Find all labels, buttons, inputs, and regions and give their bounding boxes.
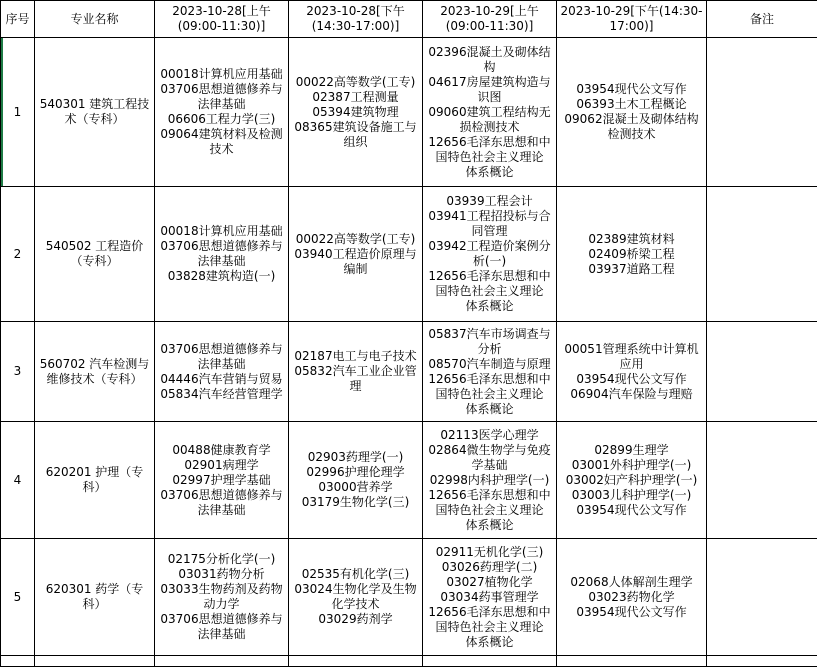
cell-line: 序号 [5,12,29,26]
cell-line: 08570汽车制造与原理 [425,357,554,372]
cell-line: 国特色社会主义理论 [425,284,554,299]
cell-line: 09062混凝土及砌体结构 [559,112,704,127]
cell-line: 05834汽车经营管理学 [157,387,286,402]
cell-line: 损检测技术 [425,120,554,135]
cell-line: 化学技术 [291,597,420,612]
cell-line: 02535有机化学(三) [291,567,420,582]
cell-line: 编制 [291,262,420,277]
cell-line: 法律基础 [157,627,286,642]
cell-line: 02864微生物学与免疫 [425,443,554,458]
cell-note[interactable] [707,322,817,422]
cell-line: 体系概论 [425,165,554,180]
cell-line: 03941工程招投标与合 [425,209,554,224]
cell-line: 4 [3,473,32,488]
cell-line: 02903药理学(一) [291,450,420,465]
cell-line: 12656毛泽东思想和中 [425,269,554,284]
cell-line: 05837汽车市场调查与 [425,327,554,342]
cell-line: 备注 [750,12,774,26]
cell-line: 学基础 [425,458,554,473]
cell-line: 02389建筑材料 [559,232,704,247]
header-row [1,1,817,38]
cell-note[interactable] [707,38,817,187]
cell-d28am[interactable] [155,187,289,322]
header-major[interactable] [35,1,155,38]
cell-line: 02996护理伦理学 [291,465,420,480]
cell-d29pm[interactable] [557,539,707,656]
cell-line: 体系概论 [425,518,554,533]
cell-d29pm[interactable] [557,38,707,187]
cell-major[interactable]: 620201 护理（专科） [35,422,155,539]
table-row [1,422,817,539]
table-row [1,539,817,656]
cell-line: 12656毛泽东思想和中 [425,605,554,620]
cell-line: 动力学 [157,597,286,612]
cell-line: 02899生理学 [559,443,704,458]
cell-major[interactable]: 620301 药学（专科） [35,539,155,656]
cell-line: 03706思想道德修养与 [157,82,286,97]
cell-line: 1 [3,105,32,120]
cell-line: 00018计算机应用基础 [157,67,286,82]
cell-line: 09060建筑工程结构无 [425,105,554,120]
cell-line: 03937道路工程 [559,262,704,277]
cell-line: 2023-10-29[下午(14:30- [560,4,702,18]
cell-line: 03003儿科护理学(一) [559,488,704,503]
table-row [1,38,817,187]
cell-line: 03954现代公文写作 [559,372,704,387]
cell-line: 09064建筑材料及检测 [157,127,286,142]
table-row [1,187,817,322]
cell-d28pm[interactable] [289,187,423,322]
cell-line: 03002妇产科护理学(一) [559,473,704,488]
cell-line: 03034药事管理学 [425,590,554,605]
cell-major[interactable]: 540502 工程造价（专科） [35,187,155,322]
cell-line: 国特色社会主义理论 [425,150,554,165]
cell-line: 02396混凝土及砌体结 [425,45,554,60]
cell-line: 检测技术 [559,127,704,142]
cell-line: 03706思想道德修养与 [157,342,286,357]
cell-d28pm[interactable] [289,322,423,422]
cell-line: 06393土木工程概论 [559,97,704,112]
cell-line: (09:00-11:30)] [446,19,534,33]
cell-line: 03031药物分析 [157,567,286,582]
cell-note[interactable] [707,422,817,539]
cell-line: 法律基础 [157,503,286,518]
cell-no[interactable] [1,187,35,322]
cell-no[interactable] [1,322,35,422]
cell-line: 组织 [291,135,420,150]
cell-line: 03954现代公文写作 [559,82,704,97]
cell-line: 12656毛泽东思想和中 [425,372,554,387]
cell-line: 2023-10-29[上午 [440,4,538,18]
cell-line: 03026药理学(二) [425,560,554,575]
cell-line: 体系概论 [425,402,554,417]
cell-line: 03828建筑构造(一) [157,269,286,284]
cell-line: 03939工程会计 [425,194,554,209]
cell-line: 体系概论 [425,635,554,650]
cell-line: 国特色社会主义理论 [425,620,554,635]
cell-line: 技术 [157,142,286,157]
cell-line: 02068人体解剖生理学 [559,575,704,590]
cell-line: 03954现代公文写作 [559,503,704,518]
cell-line: 17:00)] [610,19,654,33]
header-d29pm[interactable] [557,1,707,38]
cell-line: 03023药物化学 [559,590,704,605]
cell-line: 00488健康教育学 [157,443,286,458]
cell-line: 5 [3,590,32,605]
cell-d28pm[interactable] [289,38,423,187]
cell-line: 02911无机化学(三) [425,545,554,560]
cell-line: 2023-10-28[下午 [306,4,404,18]
header-note[interactable] [707,1,817,38]
header-d28pm[interactable] [289,1,423,38]
cell-line: 00022高等数学(工专) [291,75,420,90]
cell-line: 03001外科护理学(一) [559,458,704,473]
cell-d29am[interactable] [423,322,557,422]
cell-line: 03024生物化学及生物 [291,582,420,597]
cell-d28am[interactable] [155,539,289,656]
cell-line: 分析 [425,342,554,357]
header-no[interactable] [1,1,35,38]
cell-d28am[interactable] [155,38,289,187]
cell-line: 04446汽车营销与贸易 [157,372,286,387]
cell-major[interactable]: 540301 建筑工程技术（专科） [35,38,155,187]
header-d28am[interactable] [155,1,289,38]
cell-line: 析(一) [425,254,554,269]
cell-line: 00022高等数学(工专) [291,232,420,247]
cell-line: 05394建筑物理 [291,105,420,120]
cell-d29pm[interactable] [557,656,707,667]
cell-no[interactable] [1,38,35,187]
cell-no[interactable] [1,656,35,667]
cell-line: 法律基础 [157,97,286,112]
cell-line: 08365建筑设备施工与 [291,120,420,135]
cell-line: 法律基础 [157,254,286,269]
cell-d29pm[interactable] [557,322,707,422]
cell-d28pm[interactable] [289,422,423,539]
cell-line: 02113医学心理学 [425,428,554,443]
cell-line: 国特色社会主义理论 [425,503,554,518]
cell-note[interactable] [707,539,817,656]
cell-note[interactable] [707,187,817,322]
cell-line: 同管理 [425,224,554,239]
cell-line: 00051管理系统中计算机 [559,342,704,357]
cell-line: 03706思想道德修养与 [157,239,286,254]
cell-d29pm[interactable] [557,187,707,322]
cell-d29am[interactable] [423,187,557,322]
cell-line: 03706思想道德修养与 [157,488,286,503]
cell-line: 05832汽车工业企业管 [291,364,420,379]
cell-line: 03033生物药剂及药物 [157,582,286,597]
cell-line: 02901病理学 [157,458,286,473]
cell-line: 国特色社会主义理论 [425,387,554,402]
header-d29am[interactable] [423,1,557,38]
cell-line: 03179生物化学(三) [291,495,420,510]
cell-major[interactable] [35,656,155,667]
cell-line: 02387工程测量 [291,90,420,105]
cell-line: 应用 [559,357,704,372]
cell-d29am[interactable] [423,539,557,656]
cell-line: (09:00-11:30)] [178,19,266,33]
cell-line: 03942工程造价案例分 [425,239,554,254]
cell-line: 00018计算机应用基础 [157,224,286,239]
cell-d28am[interactable] [155,322,289,422]
cell-line: 06606工程力学(三) [157,112,286,127]
cell-line: 02409桥梁工程 [559,247,704,262]
cell-major[interactable]: 560702 汽车检测与维修技术（专科） [35,322,155,422]
cell-line: 12656毛泽东思想和中 [425,488,554,503]
cell-line: 12656毛泽东思想和中 [425,135,554,150]
cell-line: 3 [3,364,32,379]
cell-line: 体系概论 [425,299,554,314]
cell-no[interactable] [1,422,35,539]
cell-d28am[interactable] [155,656,289,667]
cell-line: 06904汽车保险与理赔 [559,387,704,402]
cell-no[interactable] [1,539,35,656]
cell-d29am[interactable] [423,38,557,187]
cell-line: 03029药剂学 [291,612,420,627]
cell-line: 03940工程造价原理与 [291,247,420,262]
cell-line: 专业名称 [70,12,118,26]
cell-d28pm[interactable] [289,539,423,656]
cell-d29am[interactable] [423,656,557,667]
cell-line: 2023-10-28[上午 [172,4,270,18]
cell-line: 03954现代公文写作 [559,605,704,620]
cell-line: 04617房屋建筑构造与 [425,75,554,90]
cell-d29am[interactable] [423,422,557,539]
cell-note[interactable] [707,656,817,667]
cell-d29pm[interactable] [557,422,707,539]
cell-line: 03706思想道德修养与 [157,612,286,627]
cell-line: 02998内科护理学(一) [425,473,554,488]
table-row [1,322,817,422]
cell-d28am[interactable] [155,422,289,539]
cell-line: 2 [3,247,32,262]
cell-line: 02175分析化学(一) [157,552,286,567]
cell-line: 02187电工与电子技术 [291,349,420,364]
cell-line: 02997护理学基础 [157,473,286,488]
cell-d28pm[interactable] [289,656,423,667]
table-row-partial [1,656,817,667]
cell-line: 03027植物化学 [425,575,554,590]
cell-line: 识图 [425,90,554,105]
cell-line: (14:30-17:00)] [312,19,400,33]
cell-line: 03000营养学 [291,480,420,495]
cell-line: 理 [291,379,420,394]
cell-line: 构 [425,60,554,75]
cell-line: 法律基础 [157,357,286,372]
